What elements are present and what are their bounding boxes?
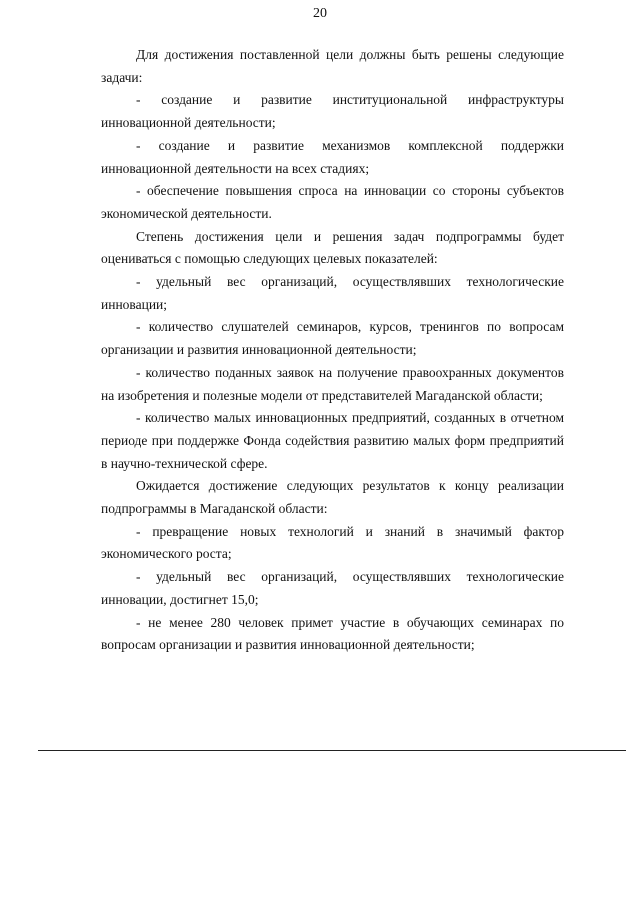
paragraph-task-2: - создание и развитие механизмов комплексной поддержки инновационной деятельности на всех стадиях; [101,137,564,176]
paragraph-result-3: - не менее 280 человек примет участие в обучающих семинарах по вопросам организации и развития инновационной деятельности; [101,614,564,653]
paragraph-result-2: - удельный вес организаций, осуществлявших технологические инновации, достигнет 15,0; [101,569,564,607]
paragraph-indicator-4: - количество малых инновационных предприятий, созданных в отчетном периоде при поддержке Фонда содействия развитию малых форм предприятий в научно-технической сфере. [101,410,564,471]
paragraph-result-1: - превращение новых технологий и знаний в значимый фактор экономического роста; [101,523,564,562]
paragraph-intro-results: Ожидается достижение следующих результатов к концу реализации подпрограммы в Магаданской области: [101,478,564,517]
paragraph-task-3: - обеспечение повышения спроса на инновации со стороны субъектов экономической деятельности. [101,183,564,221]
document-body [101,44,564,657]
paragraph-indicator-2: - количество слушателей семинаров, курсов, тренингов по вопросам организации и развития инновационной деятельности; [101,319,564,358]
paragraph-indicator-3: - количество поданных заявок на получение правоохранных документов на изобретения и полезные модели от представителей Магаданской области; [101,364,564,403]
page-number: 20 [313,6,327,21]
paragraph-task-1: - создание и развитие институциональной инфраструктуры инновационной деятельности; [101,92,564,131]
paragraph-intro-indicators: Степень достижения цели и решения задач подпрограммы будет оцениваться с помощью следующих целевых показателей: [101,228,564,267]
paragraph-intro-tasks: Для достижения поставленной цели должны быть решены следующие задачи: [101,47,564,85]
horizontal-rule [38,750,626,751]
paragraph-indicator-1: - удельный вес организаций, осуществлявших технологические инновации; [101,274,564,312]
